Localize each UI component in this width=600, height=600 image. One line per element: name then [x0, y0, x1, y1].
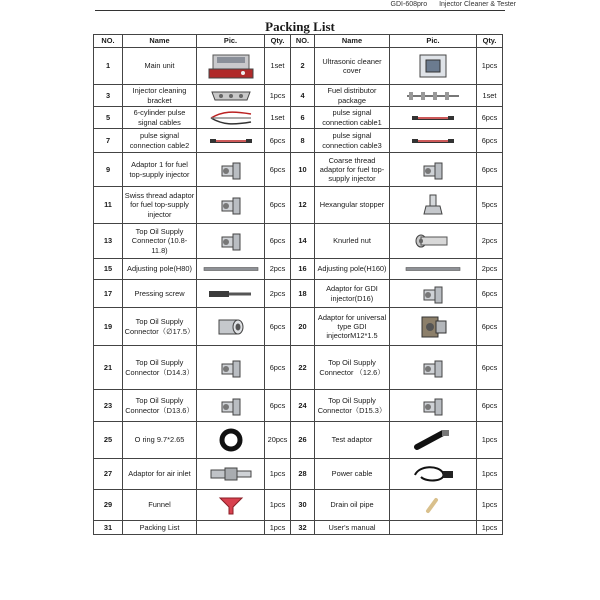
item-quantity: 6pcs	[477, 390, 503, 422]
col-header-no: NO.	[94, 35, 123, 48]
item-quantity: 6pcs	[265, 390, 291, 422]
item-quantity: 1set	[265, 48, 291, 85]
item-picture	[390, 85, 477, 107]
item-number: 7	[94, 129, 123, 153]
pulse-cables-icon	[198, 109, 263, 127]
item-number: 13	[94, 224, 123, 259]
item-number: 9	[94, 153, 123, 187]
item-quantity: 6pcs	[477, 280, 503, 308]
item-name: O ring 9.7*2.65	[123, 422, 197, 459]
item-quantity: 6pcs	[477, 308, 503, 346]
cable-icon	[198, 135, 263, 147]
table-header-row	[94, 35, 503, 48]
item-number: 20	[291, 308, 315, 346]
item-picture	[197, 280, 265, 308]
item-name: Test adaptor	[315, 422, 390, 459]
item-quantity: 20pcs	[265, 422, 291, 459]
item-quantity: 6pcs	[477, 346, 503, 390]
col-header-name: Name	[315, 35, 390, 48]
header-rule	[95, 10, 505, 11]
item-quantity: 6pcs	[265, 308, 291, 346]
hex-stopper-icon	[391, 192, 475, 218]
item-name: Adaptor for GDI injector(D16)	[315, 280, 390, 308]
item-picture	[197, 85, 265, 107]
item-picture	[390, 459, 477, 490]
item-number: 4	[291, 85, 315, 107]
item-picture	[197, 187, 265, 224]
item-number: 17	[94, 280, 123, 308]
item-picture	[197, 459, 265, 490]
main-unit-icon	[198, 51, 263, 81]
pole-icon	[198, 265, 263, 273]
item-picture	[390, 153, 477, 187]
item-name: Funnel	[123, 490, 197, 521]
item-name: Power cable	[315, 459, 390, 490]
item-number: 16	[291, 259, 315, 280]
item-name: Adaptor 1 for fuel top-supply injector	[123, 153, 197, 187]
table-row	[94, 129, 503, 153]
item-number: 28	[291, 459, 315, 490]
item-picture	[197, 259, 265, 280]
pole-icon	[391, 265, 475, 273]
item-picture	[197, 153, 265, 187]
packing-table	[93, 34, 503, 535]
item-number: 19	[94, 308, 123, 346]
table-row	[94, 390, 503, 422]
item-picture	[390, 187, 477, 224]
item-picture	[197, 490, 265, 521]
item-number: 14	[291, 224, 315, 259]
item-number: 30	[291, 490, 315, 521]
universal-adaptor-icon	[391, 313, 475, 341]
table-row	[94, 490, 503, 521]
adaptor-icon	[198, 394, 263, 418]
item-quantity: 1pcs	[477, 422, 503, 459]
item-name: Swiss thread adaptor for fuel top-supply injector	[123, 187, 197, 224]
item-name: Top Oil Supply Connector（D14.3）	[123, 346, 197, 390]
page-header	[381, 1, 516, 8]
power-cable-icon	[391, 461, 475, 487]
item-quantity: 1pcs	[477, 48, 503, 85]
item-picture	[197, 224, 265, 259]
item-quantity: 1set	[477, 85, 503, 107]
item-quantity: 6pcs	[477, 153, 503, 187]
bracket-icon	[198, 88, 263, 104]
item-name: Adjusting pole(H80)	[123, 259, 197, 280]
item-name: Top Oil Supply Connector（D15.3）	[315, 390, 390, 422]
item-picture	[390, 280, 477, 308]
item-quantity: 2pcs	[265, 259, 291, 280]
table-row	[94, 459, 503, 490]
item-number: 23	[94, 390, 123, 422]
page-title: Packing List	[265, 19, 335, 34]
item-number: 26	[291, 422, 315, 459]
item-quantity: 1pcs	[477, 521, 503, 535]
item-quantity: 2pcs	[477, 259, 503, 280]
item-quantity: 2pcs	[265, 280, 291, 308]
col-header-pic: Pic.	[197, 35, 265, 48]
item-name: Injector cleaning bracket	[123, 85, 197, 107]
item-name: User's manual	[315, 521, 390, 535]
item-quantity: 6pcs	[265, 224, 291, 259]
item-picture	[390, 129, 477, 153]
drain-pipe-icon	[391, 496, 475, 514]
item-name: Knurled nut	[315, 224, 390, 259]
item-name: Top Oil Supply Connector （12.6）	[315, 346, 390, 390]
product-label: Injector Cleaner & Tester	[439, 1, 516, 8]
item-name: Top Oil Supply Connector (10.8-11.8)	[123, 224, 197, 259]
item-picture	[390, 308, 477, 346]
item-name: pulse signal connection cable2	[123, 129, 197, 153]
table-row	[94, 422, 503, 459]
item-quantity: 6pcs	[265, 129, 291, 153]
item-picture	[197, 48, 265, 85]
item-number: 2	[291, 48, 315, 85]
item-picture	[197, 308, 265, 346]
table-row	[94, 280, 503, 308]
item-name: 6-cylinder pulse signal cables	[123, 107, 197, 129]
item-number: 1	[94, 48, 123, 85]
table-row	[94, 308, 503, 346]
col-header-no: NO.	[291, 35, 315, 48]
item-name: Coarse thread adaptor for fuel top-supply injector	[315, 153, 390, 187]
adaptor-icon	[391, 158, 475, 182]
table-row	[94, 187, 503, 224]
item-name: Drain oil pipe	[315, 490, 390, 521]
connector-icon	[198, 314, 263, 340]
item-picture	[390, 224, 477, 259]
table-row	[94, 153, 503, 187]
item-number: 31	[94, 521, 123, 535]
item-number: 3	[94, 85, 123, 107]
item-number: 15	[94, 259, 123, 280]
item-name: pulse signal connection cable1	[315, 107, 390, 129]
adaptor-icon	[391, 282, 475, 306]
item-number: 24	[291, 390, 315, 422]
cleaner-cover-icon	[391, 53, 475, 79]
item-quantity: 1pcs	[477, 490, 503, 521]
item-picture	[390, 346, 477, 390]
item-number: 22	[291, 346, 315, 390]
item-quantity: 1pcs	[265, 85, 291, 107]
screw-icon	[198, 288, 263, 300]
item-number: 21	[94, 346, 123, 390]
item-picture	[390, 48, 477, 85]
model-label: GDI-608pro	[390, 1, 428, 8]
adaptor-icon	[198, 193, 263, 217]
table-row	[94, 48, 503, 85]
item-name: Hexangular stopper	[315, 187, 390, 224]
col-header-pic: Pic.	[390, 35, 477, 48]
item-picture	[197, 129, 265, 153]
item-quantity: 6pcs	[477, 129, 503, 153]
item-quantity: 1set	[265, 107, 291, 129]
item-number: 11	[94, 187, 123, 224]
adaptor-icon	[198, 158, 263, 182]
funnel-icon	[198, 494, 263, 516]
item-number: 12	[291, 187, 315, 224]
item-picture	[390, 259, 477, 280]
item-number: 10	[291, 153, 315, 187]
item-name: pulse signal connection cable3	[315, 129, 390, 153]
item-number: 5	[94, 107, 123, 129]
item-quantity: 1pcs	[265, 459, 291, 490]
item-name: Fuel distributor package	[315, 85, 390, 107]
table-row	[94, 224, 503, 259]
item-number: 6	[291, 107, 315, 129]
item-name: Packing List	[123, 521, 197, 535]
item-quantity: 2pcs	[477, 224, 503, 259]
item-name: Ultrasonic cleaner cover	[315, 48, 390, 85]
item-number: 32	[291, 521, 315, 535]
table-row	[94, 85, 503, 107]
cable-icon	[391, 135, 475, 147]
table-row	[94, 346, 503, 390]
item-quantity: 5pcs	[477, 187, 503, 224]
item-name: Main unit	[123, 48, 197, 85]
fuel-distributor-icon	[391, 89, 475, 103]
table-row	[94, 107, 503, 129]
item-name: Pressing screw	[123, 280, 197, 308]
item-quantity: 6pcs	[265, 187, 291, 224]
cable-icon	[391, 112, 475, 124]
adaptor-icon	[391, 356, 475, 380]
col-header-qty: Qty.	[477, 35, 503, 48]
o-ring-icon	[198, 427, 263, 453]
item-number: 8	[291, 129, 315, 153]
test-adaptor-icon	[391, 427, 475, 453]
item-quantity: 1pcs	[265, 521, 291, 535]
item-name: Top Oil Supply Connector（∅17.5）	[123, 308, 197, 346]
col-header-qty: Qty.	[265, 35, 291, 48]
item-quantity: 6pcs	[265, 346, 291, 390]
item-number: 29	[94, 490, 123, 521]
adaptor-icon	[391, 394, 475, 418]
adaptor-icon	[198, 356, 263, 380]
item-quantity: 1pcs	[265, 490, 291, 521]
item-name: Top Oil Supply Connector（D13.6）	[123, 390, 197, 422]
item-name: Adjusting pole(H160)	[315, 259, 390, 280]
item-quantity: 6pcs	[477, 107, 503, 129]
table-row	[94, 521, 503, 535]
item-picture	[390, 390, 477, 422]
item-picture	[197, 107, 265, 129]
item-name: Adaptor for air inlet	[123, 459, 197, 490]
item-number: 18	[291, 280, 315, 308]
item-picture	[197, 422, 265, 459]
item-quantity: 6pcs	[265, 153, 291, 187]
knurled-nut-icon	[391, 233, 475, 249]
item-number: 27	[94, 459, 123, 490]
item-picture	[390, 107, 477, 129]
item-picture	[390, 422, 477, 459]
item-picture	[390, 521, 477, 535]
adaptor-icon	[198, 229, 263, 253]
item-quantity: 1pcs	[477, 459, 503, 490]
item-name: Adaptor for universal type GDI injectorM12*1.5	[315, 308, 390, 346]
item-number: 25	[94, 422, 123, 459]
air-inlet-icon	[198, 466, 263, 482]
item-picture	[390, 490, 477, 521]
table-row	[94, 259, 503, 280]
col-header-name: Name	[123, 35, 197, 48]
item-picture	[197, 346, 265, 390]
item-picture	[197, 390, 265, 422]
item-picture	[197, 521, 265, 535]
